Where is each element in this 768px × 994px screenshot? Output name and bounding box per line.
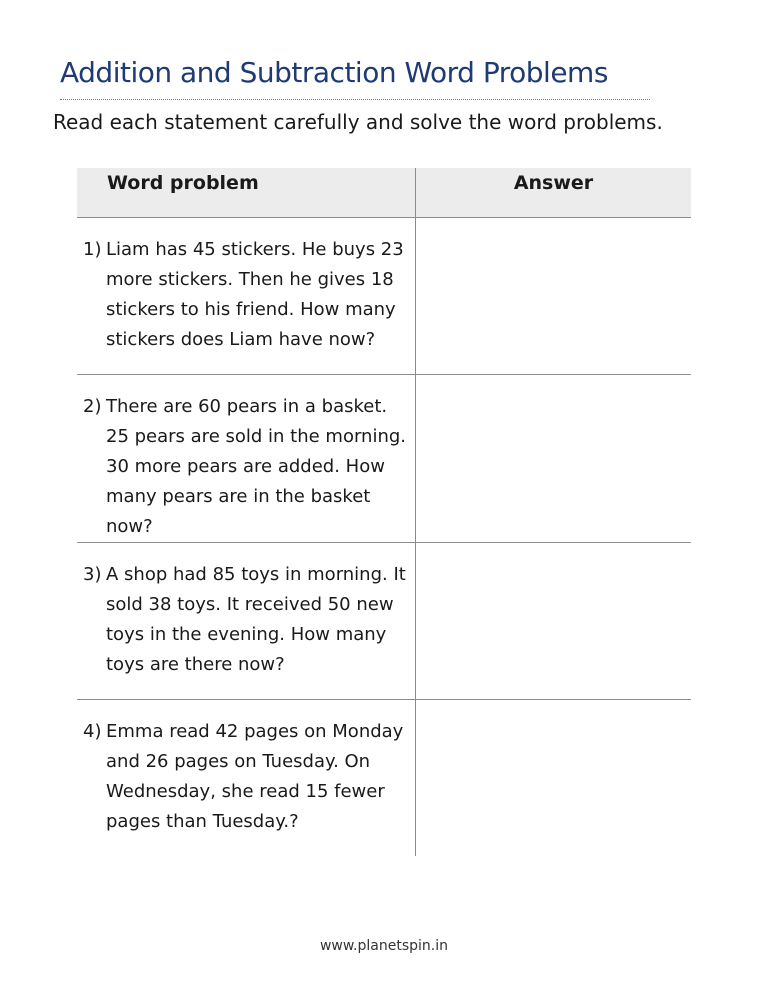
problem-text: Emma read 42 pages on Monday and 26 pages on Tuesday. On Wednesday, she read 15 fewer pages than Tuesday.? [106,721,404,832]
table-row [77,700,691,857]
header-word-problem: Word problem [77,168,416,218]
table-row [77,218,691,375]
table-header-row [77,168,691,218]
answer-cell[interactable] [416,218,692,375]
answer-cell[interactable] [416,700,692,857]
problem-cell [77,543,416,700]
answer-cell[interactable] [416,543,692,700]
problem-text: A shop had 85 toys in morning. It sold 38 toys. It received 50 new toys in the evening. How many toys are there now? [106,564,406,675]
table-row [77,375,691,543]
page-title: Addition and Subtraction Word Problems [60,56,608,89]
table-row [77,543,691,700]
problem-cell [77,218,416,375]
title-divider [60,99,650,100]
instruction-text: Read each statement carefully and solve the word problems. [53,110,663,134]
header-answer: Answer [416,168,692,218]
problem-number: 4) [83,721,102,742]
problem-cell [77,375,416,543]
problem-cell [77,700,416,857]
answer-cell[interactable] [416,375,692,543]
problem-text: There are 60 pears in a basket. 25 pears are sold in the morning. 30 more pears are added. How many pears are in the basket now? [106,396,407,537]
problem-number: 2) [83,396,102,417]
word-problem-table [77,168,691,856]
problem-text: Liam has 45 stickers. He buys 23 more stickers. Then he gives 18 stickers to his friend. How many stickers does Liam have now? [106,239,404,350]
problem-number: 3) [83,564,102,585]
footer-website: www.planetspin.in [319,938,448,954]
problem-number: 1) [83,239,102,260]
